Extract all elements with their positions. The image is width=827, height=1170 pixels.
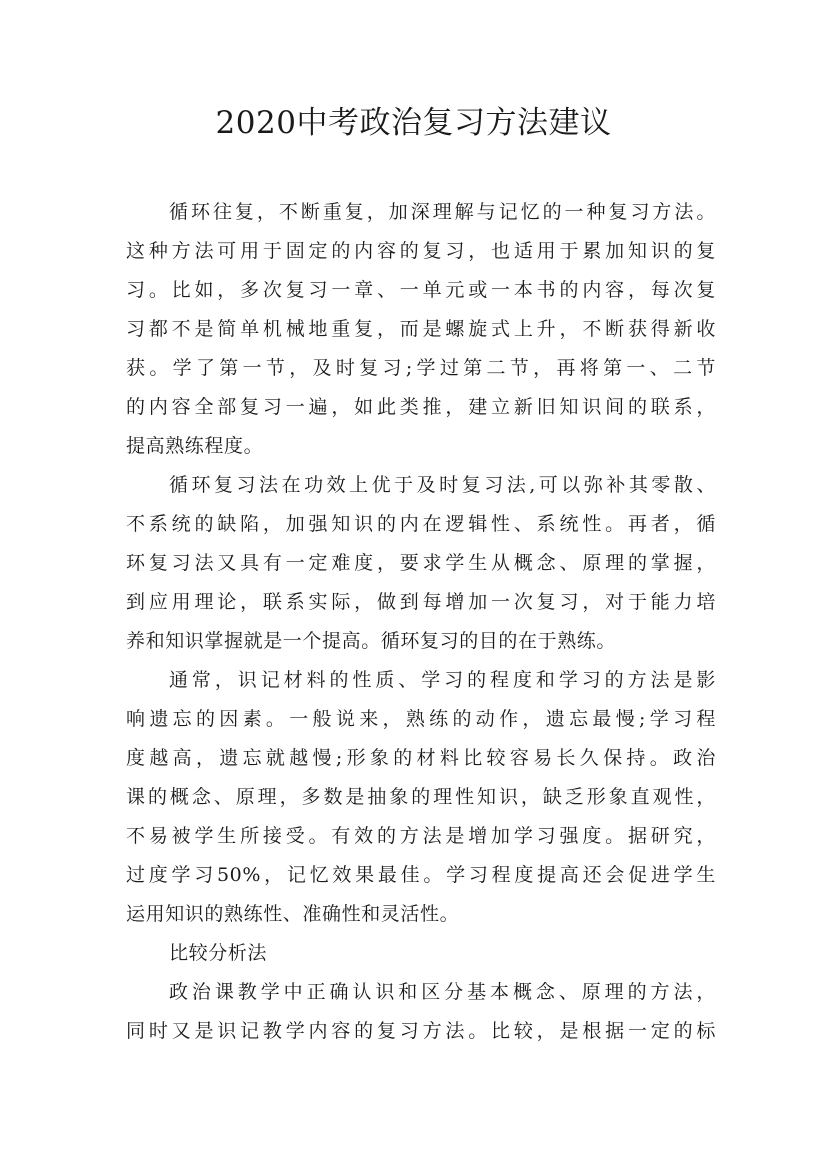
text-line: 通常，识记材料的性质、学习的程度和学习的方法是影 — [169, 669, 716, 691]
text-line: 提高熟练程度。 — [126, 435, 264, 457]
text-line: 习都不是简单机械地重复，而是螺旋式上升，不断获得新收 — [126, 318, 716, 340]
text-line: 不易被学生所接受。有效的方法是增加学习强度。据研究， — [126, 825, 716, 847]
text-line: 养和知识掌握就是一个提高。循环复习的目的在于熟练。 — [126, 630, 617, 652]
text-line: 运用知识的熟练性、准确性和灵活性。 — [126, 903, 460, 925]
text-line: 习。比如，多次复习一章、一单元或一本书的内容，每次复 — [126, 279, 716, 301]
document-body — [126, 193, 716, 1051]
text-line: 循环复习法在功效上优于及时复习法,可以弥补其零散、 — [169, 474, 716, 496]
text-line: 政治课教学中正确认识和区分基本概念、原理的方法， — [169, 981, 716, 1003]
text-line: 环复习法又具有一定难度，要求学生从概念、原理的掌握， — [126, 552, 716, 574]
text-line: 获。学了第一节，及时复习;学过第二节，再将第一、二节 — [126, 357, 716, 379]
text-line: 度越高，遗忘就越慢;形象的材料比较容易长久保持。政治 — [126, 747, 716, 769]
text-line: 循环往复，不断重复，加深理解与记忆的一种复习方法。 — [169, 201, 716, 223]
text-line: 不系统的缺陷，加强知识的内在逻辑性、系统性。再者，循 — [126, 513, 716, 535]
text-line: 的内容全部复习一遍，如此类推，建立新旧知识间的联系， — [126, 396, 716, 418]
text-line: 课的概念、原理，多数是抽象的理性知识，缺乏形象直观性， — [126, 786, 716, 808]
document-title: 2020中考政治复习方法建议 — [215, 105, 612, 141]
text-line: 到应用理论，联系实际，做到每增加一次复习，对于能力培 — [126, 591, 716, 613]
text-line: 同时又是识记教学内容的复习方法。比较，是根据一定的标 — [126, 1020, 716, 1042]
text-line: 过度学习50%，记忆效果最佳。学习程度提高还会促进学生 — [126, 864, 716, 886]
text-line: 比较分析法 — [169, 942, 268, 964]
text-line: 响遗忘的因素。一般说来，熟练的动作，遗忘最慢;学习程 — [126, 708, 716, 730]
text-line: 这种方法可用于固定的内容的复习，也适用于累加知识的复 — [126, 240, 716, 262]
